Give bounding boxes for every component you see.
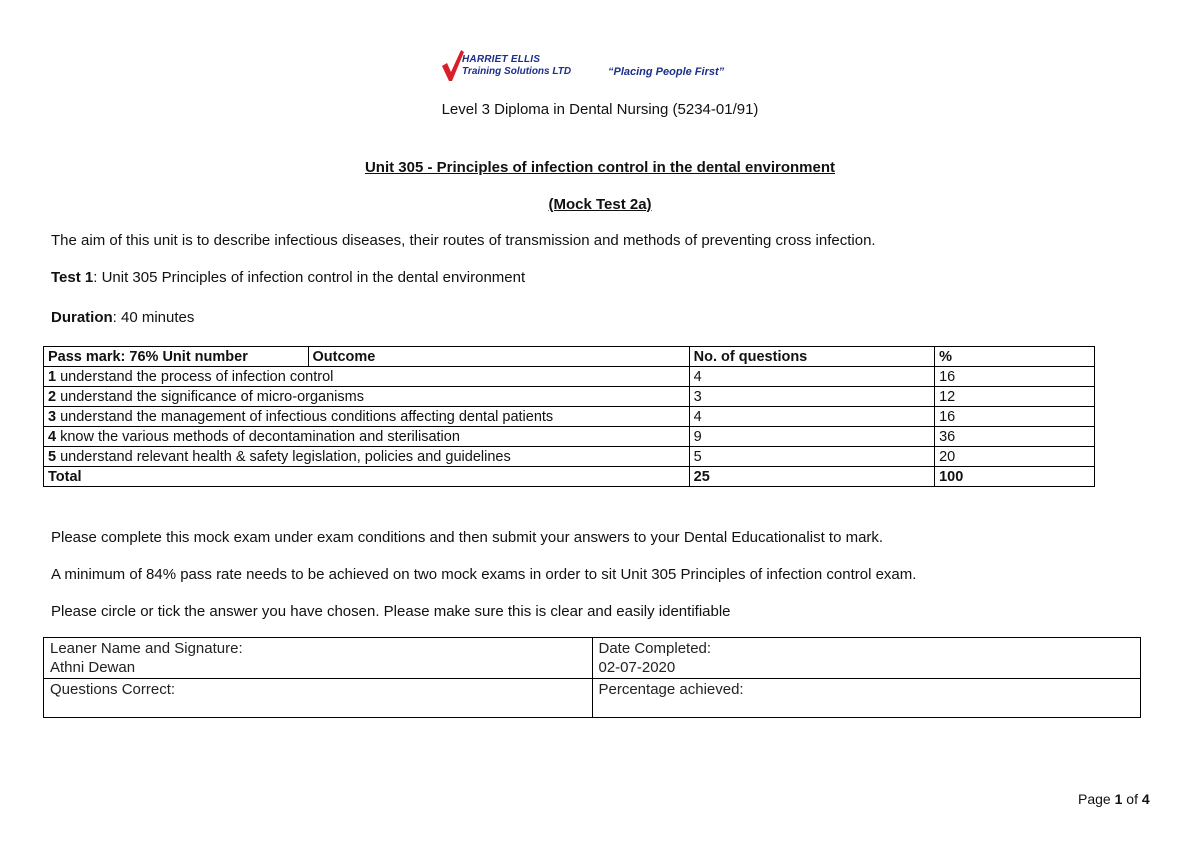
- unit-title: Unit 305 - Principles of infection control in the dental environment: [364, 159, 836, 176]
- questions-cell: 5: [689, 447, 934, 467]
- percentage-achieved-label: Percentage achieved:: [598, 681, 744, 698]
- logo-company-subtitle: Training Solutions LTD: [462, 66, 572, 77]
- learner-details-table: [43, 637, 1141, 718]
- test-label: Test 1: [51, 269, 94, 286]
- outcome-number: 1: [48, 368, 57, 385]
- logo-tagline: “Placing People First”: [608, 66, 725, 78]
- date-completed-cell: [592, 638, 1141, 679]
- duration-label: Duration: [51, 309, 113, 326]
- test-text: : Unit 305 Principles of infection control in the dental environment: [93, 269, 526, 286]
- table-row: [44, 367, 1095, 387]
- header-pass-unit: Pass mark: 76% Unit number: [44, 347, 309, 367]
- header-questions: No. of questions: [689, 347, 934, 367]
- percent-cell: 16: [935, 407, 1095, 427]
- outcome-text: understand the process of infection control: [56, 368, 334, 385]
- questions-cell: 9: [689, 427, 934, 447]
- logo-company-name: HARRIET ELLIS: [462, 54, 541, 65]
- outcome-number: 3: [48, 408, 57, 425]
- outcome-text: understand relevant health & safety legislation, policies and guidelines: [56, 448, 511, 465]
- mock-test-title: (Mock Test 2a): [548, 196, 652, 213]
- percent-cell: 36: [935, 427, 1095, 447]
- table-row: [44, 447, 1095, 467]
- questions-cell: 4: [689, 367, 934, 387]
- instruction-pass-rate: A minimum of 84% pass rate needs to be achieved on two mock exams in order to sit Unit 305 Principles of infection control exam.: [51, 566, 917, 583]
- page-total: 4: [1141, 791, 1150, 807]
- table-row: [44, 427, 1095, 447]
- questions-cell: 4: [689, 407, 934, 427]
- outcome-number: 4: [48, 428, 57, 445]
- of-word: of: [1126, 791, 1138, 807]
- outcome-number: 5: [48, 448, 57, 465]
- outcomes-table: [43, 346, 1095, 487]
- questions-correct-cell: [44, 679, 593, 718]
- company-logo: [440, 48, 760, 84]
- test-line: [51, 269, 525, 286]
- duration-line: [51, 309, 194, 326]
- total-label: Total: [44, 467, 690, 487]
- qualification-subtitle: Level 3 Diploma in Dental Nursing (5234-01/91): [441, 101, 759, 118]
- percent-cell: 16: [935, 367, 1095, 387]
- page-word: Page: [1078, 791, 1111, 807]
- outcome-cell: [44, 407, 690, 427]
- outcome-cell: [44, 427, 690, 447]
- table-row: [44, 407, 1095, 427]
- table-total-row: [44, 467, 1095, 487]
- table-row: [44, 638, 1141, 679]
- learner-name-value: Athni Dewan: [50, 659, 136, 676]
- duration-text: : 40 minutes: [112, 309, 195, 326]
- outcome-text: understand the significance of micro-organisms: [56, 388, 364, 405]
- outcome-cell: [44, 367, 690, 387]
- percentage-achieved-cell: [592, 679, 1141, 718]
- outcome-number: 2: [48, 388, 57, 405]
- learner-name-cell: [44, 638, 593, 679]
- header-percent: %: [935, 347, 1095, 367]
- unit-aim: The aim of this unit is to describe infectious diseases, their routes of transmission and methods of preventing cross infection.: [51, 232, 876, 249]
- total-percent: 100: [935, 467, 1095, 487]
- percent-cell: 20: [935, 447, 1095, 467]
- outcome-text: know the various methods of decontamination and sterilisation: [56, 428, 460, 445]
- checkmark-logo-icon: [440, 48, 464, 82]
- date-completed-value: 02-07-2020: [598, 659, 676, 676]
- date-completed-label: Date Completed:: [598, 640, 712, 657]
- page-current: 1: [1114, 791, 1123, 807]
- table-header-row: [44, 347, 1095, 367]
- total-questions: 25: [689, 467, 934, 487]
- questions-correct-label: Questions Correct:: [50, 681, 176, 698]
- outcome-cell: [44, 387, 690, 407]
- outcome-cell: [44, 447, 690, 467]
- instruction-submit: Please complete this mock exam under exam conditions and then submit your answers to your Dental Educationalist to mark.: [51, 529, 884, 546]
- learner-name-label: Leaner Name and Signature:: [50, 640, 243, 657]
- percent-cell: 12: [935, 387, 1095, 407]
- questions-cell: 3: [689, 387, 934, 407]
- header-outcome: Outcome: [308, 347, 689, 367]
- page-number: [1078, 791, 1150, 807]
- table-row: [44, 679, 1141, 718]
- outcome-text: understand the management of infectious conditions affecting dental patients: [56, 408, 554, 425]
- instruction-answer-marking: Please circle or tick the answer you have chosen. Please make sure this is clear and easily identifiable: [51, 603, 731, 620]
- table-row: [44, 387, 1095, 407]
